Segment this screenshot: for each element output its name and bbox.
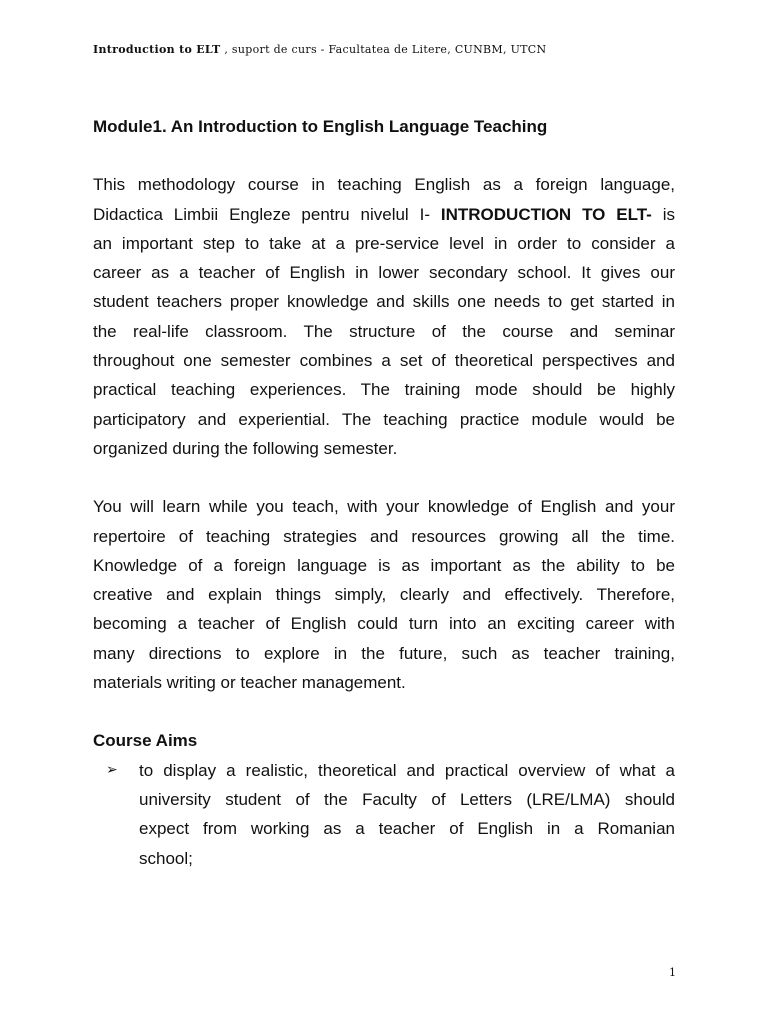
paragraph-line: creative and explain things simply, clearly and effectively. Therefore, (93, 585, 675, 605)
paragraph-line: the real-life classroom. The structure of the course and seminar (93, 321, 675, 341)
paragraph-text: Didactica Limbii Engleze pentru nivelul I- (93, 204, 441, 224)
paragraph-line: many directions to explore in the future, such as teacher training, (93, 643, 675, 663)
paragraph-line: throughout one semester combines a set of theoretical perspectives and (93, 351, 675, 371)
learning-paragraph (93, 492, 675, 697)
course-aims-heading: Course Aims (93, 731, 198, 751)
intro-paragraph (93, 170, 675, 463)
paragraph-line: materials writing or teacher management. (93, 673, 406, 693)
paragraph-line: career as a teacher of English in lower secondary school. It gives our (93, 263, 675, 283)
aim-line: university student of the Faculty of Letters (LRE/LMA) should (139, 789, 675, 809)
paragraph-line: becoming a teacher of English could turn into an exciting career with (93, 614, 675, 634)
page-header (93, 43, 546, 56)
paragraph-line: You will learn while you teach, with your knowledge of English and your (93, 497, 675, 517)
document-body (93, 112, 675, 873)
paragraph-line: repertoire of teaching strategies and resources growing all the time. (93, 526, 675, 546)
list-item (93, 756, 675, 873)
paragraph-text: is (651, 204, 676, 224)
aim-line: school; (139, 848, 193, 868)
header-course-name: Introduction to ELT (93, 43, 221, 56)
paragraph-line: participatory and experiential. The teaching practice module would be (93, 409, 675, 429)
paragraph-line: student teachers proper knowledge and skills one needs to get started in (93, 292, 675, 312)
page-number: 1 (669, 966, 676, 979)
course-aims-list (93, 756, 675, 873)
header-course-info: , suport de curs - Facultatea de Litere, CUNBM, UTCN (220, 43, 547, 56)
paragraph-line: an important step to take at a pre-service level in order to consider a (93, 233, 675, 253)
arrow-bullet-icon: ➢ (106, 761, 118, 778)
paragraph-line: organized during the following semester. (93, 438, 398, 458)
paragraph-line: This methodology course in teaching English as a foreign language, (93, 175, 675, 195)
module-title: Module1. An Introduction to English Language Teaching (93, 117, 548, 136)
paragraph-line: Knowledge of a foreign language is as important as the ability to be (93, 555, 675, 575)
paragraph-line: practical teaching experiences. The training mode should be highly (93, 380, 675, 400)
course-title-emphasis: INTRODUCTION TO ELT- (440, 204, 652, 224)
aim-line: expect from working as a teacher of English in a Romanian (139, 819, 675, 839)
paragraph-line (93, 200, 675, 229)
aim-line: to display a realistic, theoretical and practical overview of what a (139, 760, 675, 780)
